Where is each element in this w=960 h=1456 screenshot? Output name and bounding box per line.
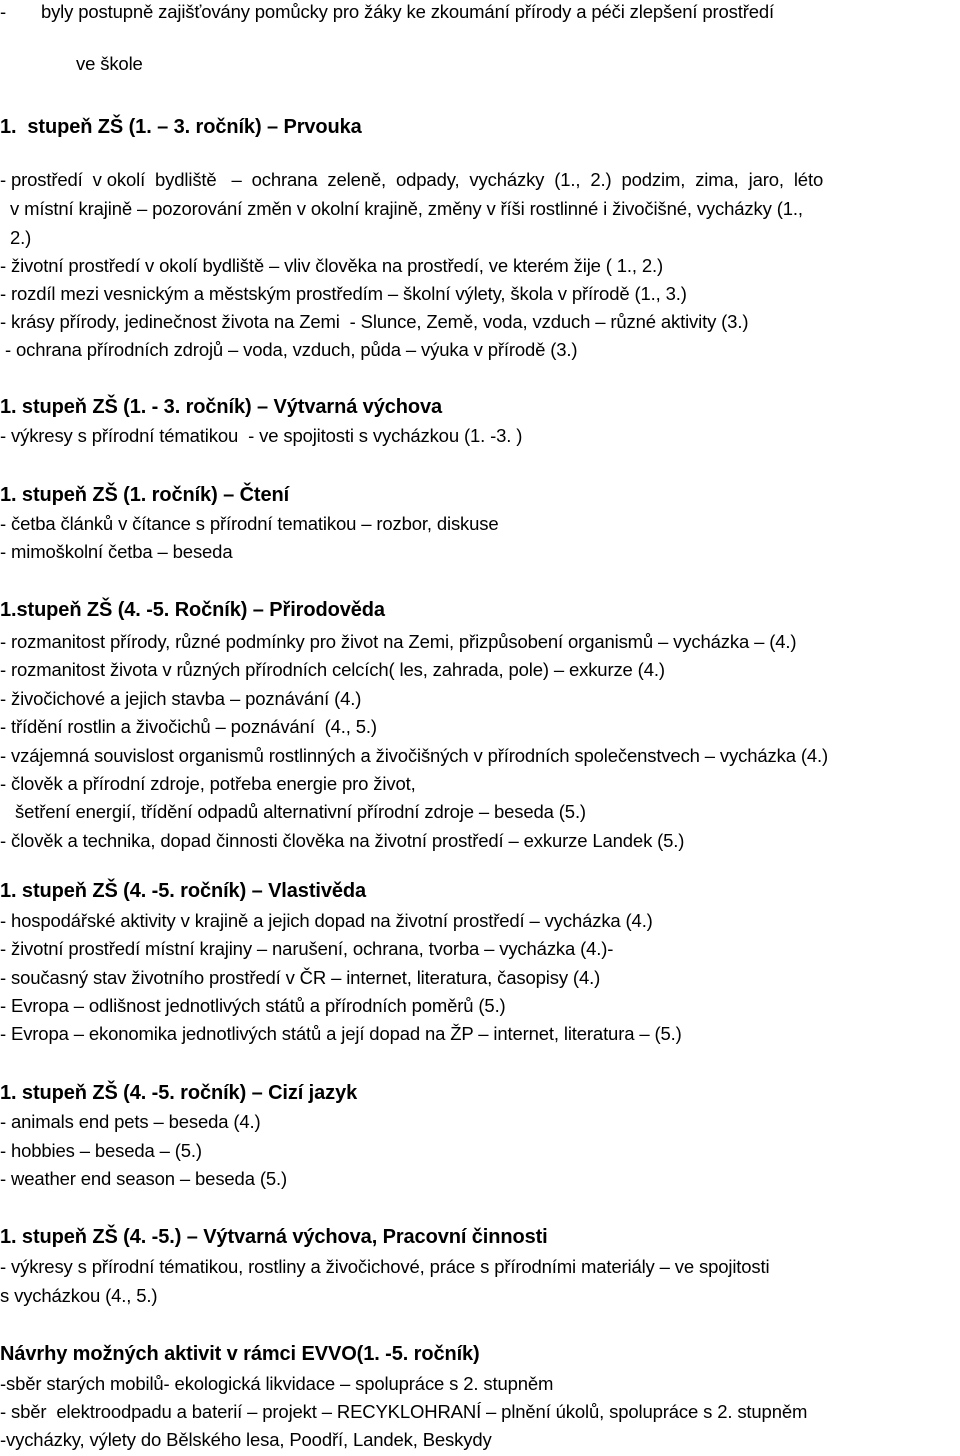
prirodoveda-line-3: - živočichové a jejich stavba – poznávání (4.) — [0, 688, 362, 709]
prvouka-line-5: - rozdíl mezi vesnickým a městským prostředím – školní výlety, škola v přírodě (1., 3.) — [0, 283, 687, 304]
vlastiveda-line-4: - Evropa – odlišnost jednotlivých států a přírodních poměrů (5.) — [0, 995, 506, 1016]
intro-line-1: - byly postupně zajišťovány pomůcky pro žáky ke zkoumání přírody a péči zlepšení prostředí — [0, 1, 775, 22]
section-heading-cteni: 1. stupeň ZŠ (1. ročník) – Čtení — [0, 484, 290, 506]
vlastiveda-line-2: - životní prostředí místní krajiny – narušení, ochrana, tvorba – vycházka (4.)- — [0, 938, 614, 959]
vlastiveda-line-3: - současný stav životního prostředí v ČR – internet, literatura, časopisy (4.) — [0, 967, 601, 988]
vlastiveda-line-1: - hospodářské aktivity v krajině a jejich dopad na životní prostředí – vycházka (4.) — [0, 910, 653, 931]
vlastiveda-line-5: - Evropa – ekonomika jednotlivých států a její dopad na ŽP – internet, literatura – (5.) — [0, 1023, 682, 1044]
vv-pc-line-1: - výkresy s přírodní tématikou, rostliny a živočichové, práce s přírodními materiály – ve spojitosti — [0, 1256, 770, 1277]
section-heading-vytvarna: 1. stupeň ZŠ (1. - 3. ročník) – Výtvarná výchova — [0, 396, 443, 418]
prirodoveda-line-8: - člověk a technika, dopad činnosti člověka na životní prostředí – exkurze Landek (5.) — [0, 830, 685, 851]
prvouka-line-4: - životní prostředí v okolí bydliště – vliv člověka na prostředí, ve kterém žije ( 1., 2.) — [0, 255, 664, 276]
prirodoveda-line-7: šetření energií, třídění odpadů alternativní přírodní zdroje – beseda (5.) — [0, 801, 586, 822]
prirodoveda-line-4: - třídění rostlin a živočichů – poznávání (4., 5.) — [0, 716, 377, 737]
section-heading-cizi-jazyk: 1. stupeň ZŠ (4. -5. ročník) – Cizí jazyk — [0, 1082, 358, 1104]
prirodoveda-line-6: - člověk a přírodní zdroje, potřeba energie pro život, — [0, 773, 416, 794]
navrhy-line-2: - sběr elektroodpadu a baterií – projekt – RECYKLOHRANÍ – plnění úkolů, spolupráce s 2. stupněm — [0, 1401, 808, 1422]
cizi-jazyk-line-1: - animals end pets – beseda (4.) — [0, 1111, 261, 1132]
navrhy-line-3: -vycházky, výlety do Bělského lesa, Poodří, Landek, Beskydy — [0, 1429, 492, 1450]
section-heading-prvouka: 1. stupeň ZŠ (1. – 3. ročník) – Prvouka — [0, 116, 362, 138]
cteni-line-2: - mimoškolní četba – beseda — [0, 541, 233, 562]
vv-pc-line-2: s vycházkou (4., 5.) — [0, 1285, 158, 1306]
cizi-jazyk-line-2: - hobbies – beseda – (5.) — [0, 1140, 202, 1161]
prvouka-line-2: v místní krajině – pozorování změn v okolní krajině, změny v říši rostlinné i živočišné, vycházky (1., — [0, 198, 803, 219]
intro-line-2: ve škole — [76, 53, 143, 74]
section-heading-vv-pc: 1. stupeň ZŠ (4. -5.) – Výtvarná výchova, Pracovní činnosti — [0, 1226, 548, 1248]
section-heading-navrhy: Návrhy možných aktivit v rámci EVVO(1. -5. ročník) — [0, 1343, 480, 1365]
prvouka-line-6: - krásy přírody, jedinečnost života na Zemi - Slunce, Země, voda, vzduch – různé aktivity (3.) — [0, 311, 749, 332]
cteni-line-1: - četba článků v čítance s přírodní tematikou – rozbor, diskuse — [0, 513, 499, 534]
prvouka-line-7: - ochrana přírodních zdrojů – voda, vzduch, půda – výuka v přírodě (3.) — [0, 339, 578, 360]
prvouka-line-3: 2.) — [0, 227, 32, 248]
section-heading-prirodoveda: 1.stupeň ZŠ (4. -5. Ročník) – Přirodověda — [0, 599, 385, 621]
vytvarna-line-1: - výkresy s přírodní tématikou - ve spojitosti s vycházkou (1. -3. ) — [0, 425, 523, 446]
navrhy-line-1: -sběr starých mobilů- ekologická likvidace – spolupráce s 2. stupněm — [0, 1373, 554, 1394]
cizi-jazyk-line-3: - weather end season – beseda (5.) — [0, 1168, 287, 1189]
prirodoveda-line-2: - rozmanitost života v různých přírodních celcích( les, zahrada, pole) – exkurze (4.) — [0, 659, 665, 680]
prirodoveda-line-1: - rozmanitost přírody, různé podmínky pro život na Zemi, přizpůsobení organismů – vycházka – (4.) — [0, 631, 797, 652]
prvouka-line-1: - prostředí v okolí bydliště – ochrana zeleně, odpady, vycházky (1., 2.) podzim, zima, jaro, léto — [0, 169, 824, 190]
prirodoveda-line-5: - vzájemná souvislost organismů rostlinných a živočišných v přírodních společenstvech – vycházka (4.) — [0, 745, 828, 766]
section-heading-vlastiveda: 1. stupeň ZŠ (4. -5. ročník) – Vlastivěda — [0, 880, 367, 902]
